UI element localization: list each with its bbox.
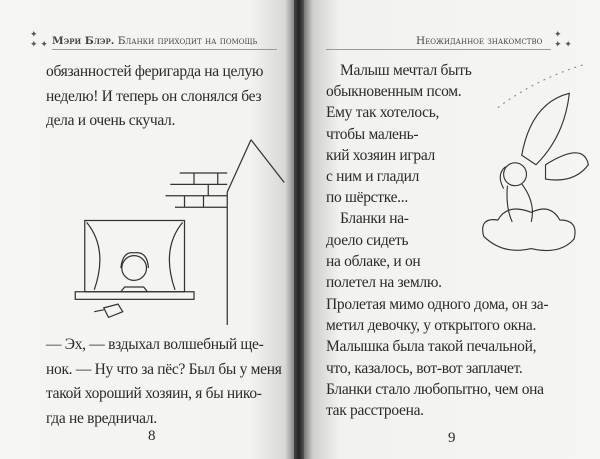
text-block-bottom [46,333,282,431]
window-girl-illustration [60,135,290,325]
header-title: Бланки приходит на помощь [117,35,258,47]
text-block-top [46,60,263,134]
text-line: чтобы малень- [326,125,419,143]
text-line: что, казалось, вот-вот заплачет. [326,359,523,377]
header-rule [52,49,277,50]
book-gutter [294,0,304,459]
text-line: Пролетая мимо одного дома, он за- [326,296,549,313]
text-line: по шёрстке... [326,189,408,207]
text-line: Малыш мечтал быть [340,62,472,79]
text-line: дела и очень скучал. [46,112,176,130]
sparkle-icon: ✦ ✦ ✦ [30,30,48,50]
text-line: обыкновенным псом. [326,83,462,101]
text-line: неделю! И теперь он слонялся без [46,87,262,105]
left-page [0,0,294,459]
text-line: полетел на землю. [326,274,442,292]
text-block-wide [326,294,548,421]
text-line: Ему так хотелось, [326,104,440,122]
running-header-right: Неожиданное знакомство [416,35,543,47]
text-block-narrow [326,60,472,293]
text-line: Малышка была такой печальной, [326,338,537,356]
sparkle-icon: ✦ ✦ ✦ [554,30,572,50]
text-line: обязанностей феригарда на целую [46,63,264,80]
text-line: метил девочку, у открытого окна. [326,317,537,335]
text-line: такой хороший хозяин, я бы нико- [46,385,262,403]
header-rule [326,49,551,50]
right-page [304,0,600,459]
text-line: Бланки стало любопытно, чем она [326,380,544,398]
text-line: так расстроена. [326,402,424,420]
text-line: кий хозяин играл [326,146,435,164]
text-line: гда не вредничал. [46,409,157,427]
text-line: — Эх, — вздыхал волшебный ще- [46,336,264,353]
page-number: 9 [448,430,456,446]
text-line: на облаке, и он [326,252,421,270]
page-number: 8 [148,428,156,444]
text-line: доело сидеть [326,231,409,249]
fairy-dog-on-cloud-illustration [476,60,596,260]
text-line: с ним и гладил [326,168,420,186]
running-header-left [52,35,257,47]
header-author: Мэри Блэр. [52,35,115,47]
text-line: Бланки на- [340,210,409,228]
text-line: нок. — Ну что за пёс? Был бы у меня [46,360,282,378]
